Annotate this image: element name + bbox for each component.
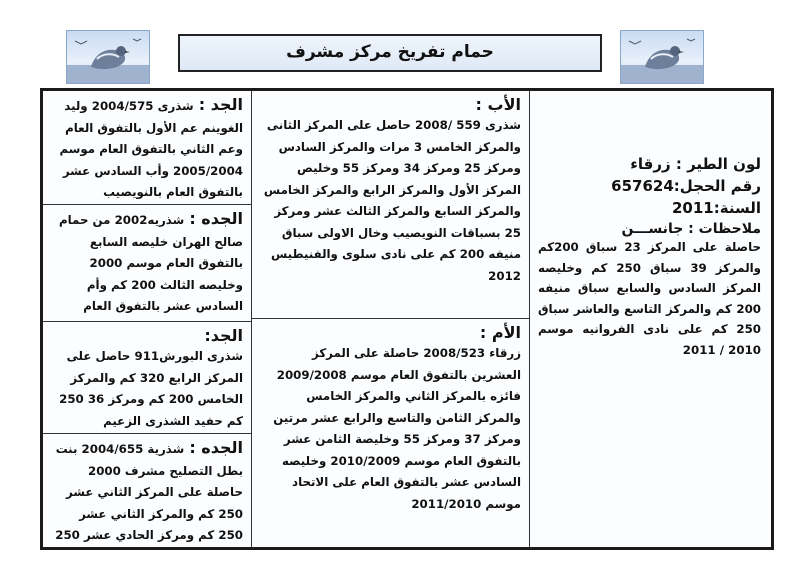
bird-ring-number: رقم الحجل:657624: [611, 177, 761, 195]
paternal-grandfather-title: الجد :: [198, 95, 243, 114]
maternal-grandfather-text: شذرى البورش911 حاصل على المركز الرابع 320 كم والمركز الخامس 200 كم ومركز 36 250 كم حفيد الشذرى الزعيم: [59, 349, 243, 428]
notes-title: ملاحظات : جانســـن: [621, 221, 761, 237]
paternal-grandmother-text: شذريه2002 من حمام صالح الهران خليصه السابع بالتفوق العام موسم 2000 وخليصه الثالث 200 كم وأم السادس عشر بالتفوق العام: [58, 213, 243, 313]
paternal-grandmother-title: الجده :: [189, 209, 243, 228]
notes-text: حاصلة على المركز 23 سباق 200كم والمركز 39 سباق 250 كم وخليصه المركز السادس والسابع سباق منيفه 200 كم والمركز التاسع والعاشر سباق 250 كم على نادى الفروانيه موسم 2010 / 2011: [538, 240, 762, 357]
father-title: الأب :: [475, 95, 521, 114]
paternal-grandfather-text: شذرى 2004/575 وليد الغوينم عم الأول بالتفوق العام وعم الثاني بالتفوق العام موسم 2005/2004 وأب السادس عشر بالتفوق العام بالنويصيب: [59, 99, 243, 199]
maternal-grandfather-title: الجد:: [204, 326, 243, 345]
paternal-grandmother-cell: [43, 205, 251, 321]
mother-text: زرقاء 2008/523 حاصلة على المركز العشرين بالتفوق العام موسم 2009/2008 فائزه بالمركز الثاني والمركز الخامس والمركز الثامن والتاسع والرابع عشر مرتين ومركز 37 ومركز 55 وخليصة الثامن عشر بالتفوق العام موسم 2010/2009 وخليصه السادس عشر بالتفوق العام على الاتحاد موسم 2011/2010: [273, 346, 521, 511]
paternal-grandfather-cell: [43, 91, 251, 204]
maternal-grandmother-cell: [43, 434, 251, 547]
father-cell: [252, 91, 529, 318]
pigeon-photo-icon: [621, 31, 703, 83]
maternal-grandfather-cell: [43, 322, 251, 433]
page-title: حمام تفريخ مركز مشرف: [178, 34, 602, 72]
bird-info: [530, 149, 771, 544]
pigeon-photo-icon: [67, 31, 149, 83]
maternal-grandmother-text: شذرية 2004/655 بنت بطل التصليح مشرف 2000 حاصلة على المركز الثاني عشر 250 كم والمركز الثاني عشر 250 كم ومركز الحادي عشر 250: [55, 442, 243, 542]
bird-year: السنة:2011: [671, 199, 761, 217]
pigeon-photo-right: [620, 30, 704, 84]
father-text: شذرى 559 /2008 حاصل على المركز الثانى والمركز الخامس 3 مرات والمركز السادس ومركز 25 ومركز 34 ومركز 55 وخليص المركز الأول والمركز الرابع والمركز الخامس والمركز السابع والمركز الثالث عشر ومركز 25 بسباقات النويصيب وخال الاولى سباق منيفه 200 كم على نادى سلوى والفنيطيس 2012: [263, 118, 521, 283]
mother-title: الأم :: [479, 323, 521, 342]
pigeon-photo-left: [66, 30, 150, 84]
mother-cell: [252, 319, 529, 547]
pedigree-table: [40, 88, 774, 550]
bird-color: لون الطير : زرقاء: [630, 155, 761, 173]
maternal-grandmother-title: الجده :: [189, 438, 243, 457]
